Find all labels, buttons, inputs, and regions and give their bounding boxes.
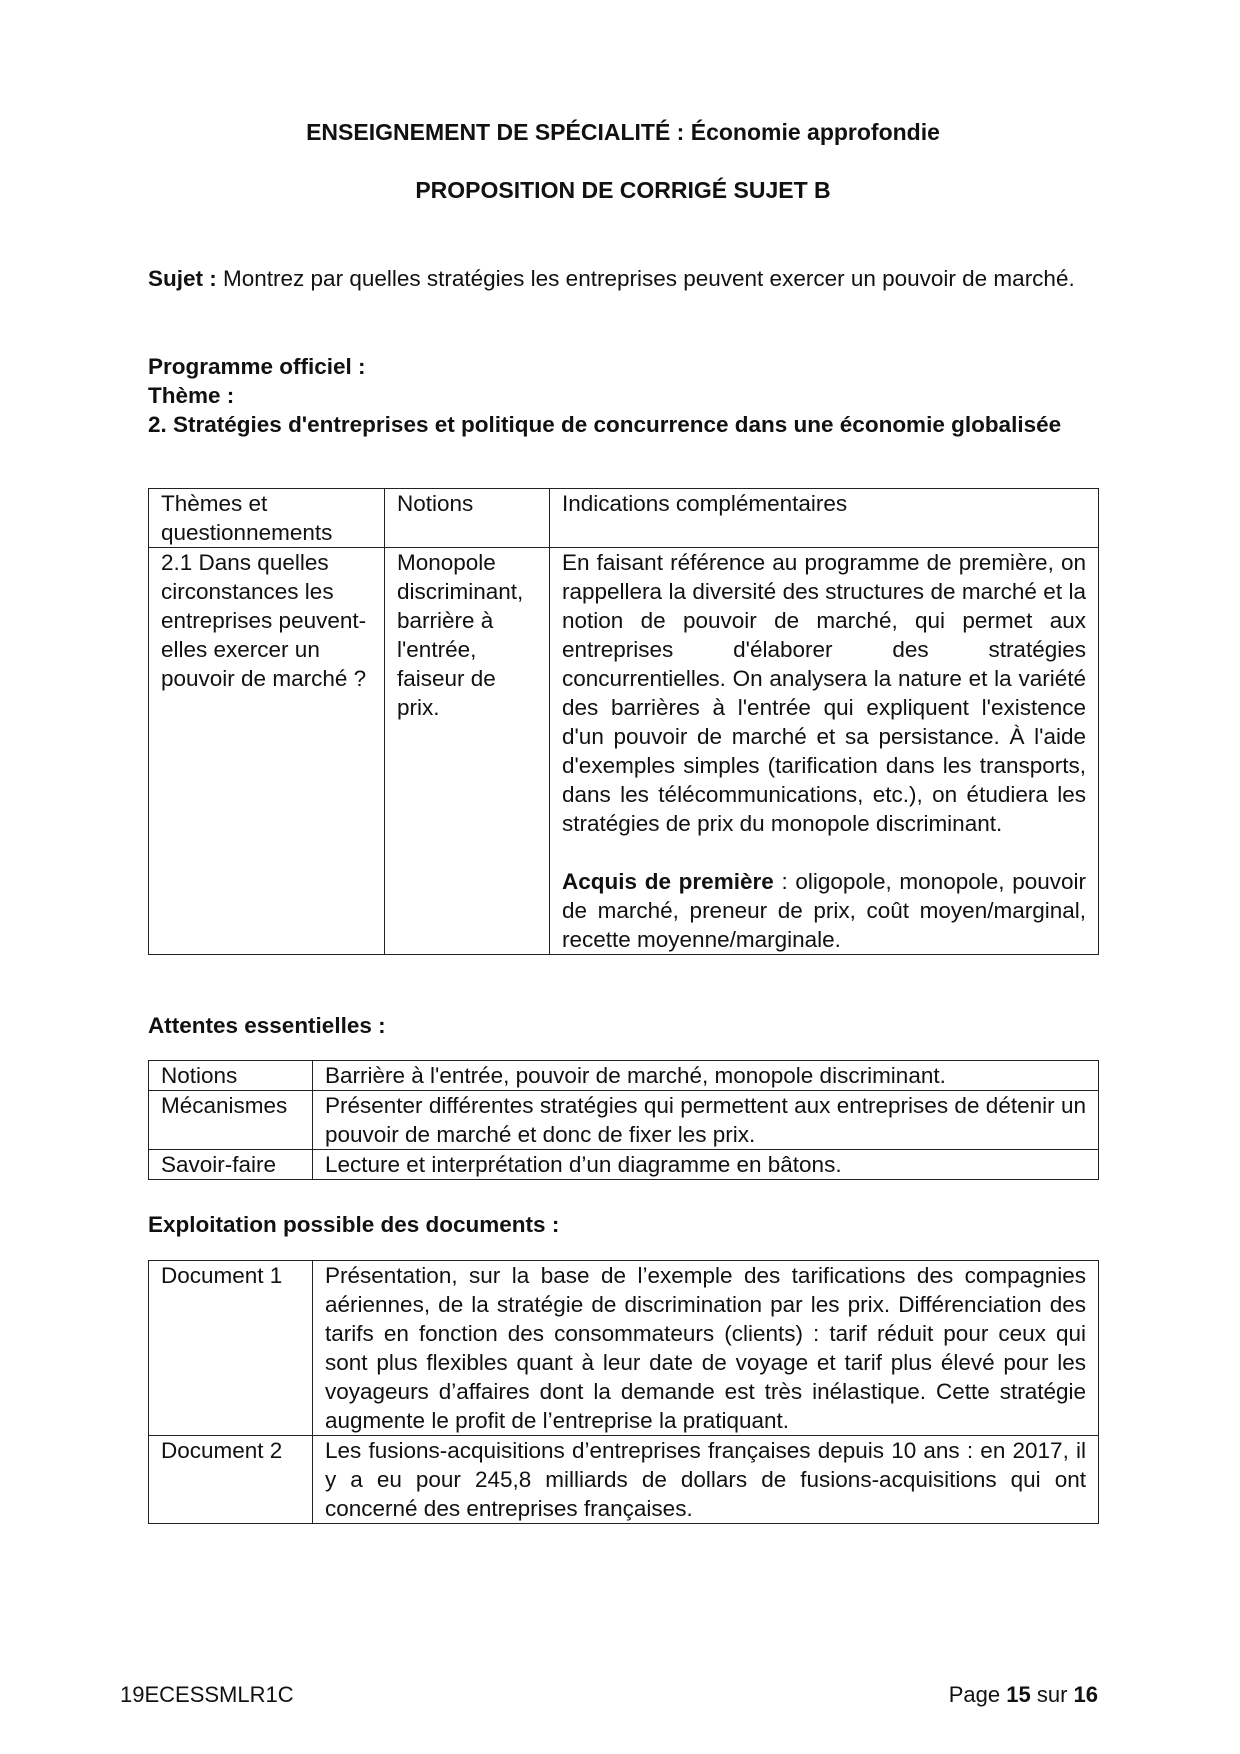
page-prefix: Page	[948, 1682, 1007, 1707]
theme-label: Thème :	[148, 383, 235, 408]
table-row	[149, 1150, 1099, 1180]
exploitation-table	[148, 1260, 1098, 1524]
row-label: Savoir-faire	[149, 1150, 313, 1180]
programme-table	[148, 488, 1098, 955]
table-header-cell: Thèmes et questionnements	[149, 489, 385, 548]
acquis-label: Acquis de première	[562, 869, 774, 894]
indications-text: En faisant référence au programme de première, on rappellera la diversité des structures de marché et la notion de pouvoir de marché, qui permet aux entreprises d'élaborer des stratégies concurrentielles. On analysera la nature et la variété des barrières à l'entrée qui expliquent l'existence d'un pouvoir de marché et sa persistance. À l'aide d'exemples simples (tarification dans les transports, dans les télécommunications, etc.), on étudiera les stratégies de prix du monopole discriminant.	[562, 550, 1086, 836]
table-row	[149, 1436, 1099, 1524]
row-text: Barrière à l'entrée, pouvoir de marché, monopole discriminant.	[313, 1061, 1099, 1091]
theme-cell: 2.1 Dans quelles circonstances les entreprises peuvent-elles exercer un pouvoir de marché ?	[149, 548, 385, 955]
exploitation-heading: Exploitation possible des documents :	[148, 1212, 560, 1237]
row-label: Mécanismes	[149, 1091, 313, 1150]
document-title: ENSEIGNEMENT DE SPÉCIALITÉ : Économie approfondie	[306, 119, 940, 145]
document-subtitle: PROPOSITION DE CORRIGÉ SUJET B	[415, 177, 831, 203]
acquis-text: : oligopole, monopole, pouvoir de marché, preneur de prix, coût moyen/marginal, recette moyenne/marginale.	[562, 869, 1086, 952]
sujet-text: Montrez par quelles stratégies les entreprises peuvent exercer un pouvoir de marché.	[216, 266, 1075, 291]
row-text: Lecture et interprétation d’un diagramme en bâtons.	[313, 1150, 1099, 1180]
programme-label: Programme officiel :	[148, 354, 366, 379]
programme-section	[148, 352, 1098, 439]
table-header-cell: Indications complémentaires	[550, 489, 1099, 548]
table-row	[149, 1061, 1099, 1091]
table-row	[149, 1091, 1099, 1150]
row-text: Les fusions-acquisitions d’entreprises françaises depuis 10 ans : en 2017, il y a eu pour 245,8 milliards de dollars de fusions-acquisitions qui ont concerné des entreprises françaises.	[313, 1436, 1099, 1524]
page-total: 16	[1073, 1682, 1098, 1707]
page-number	[949, 1680, 1098, 1709]
notions-cell: Monopole discriminant, barrière à l'entrée, faiseur de prix.	[385, 548, 550, 955]
indications-cell	[550, 548, 1099, 955]
sujet-paragraph	[148, 264, 1098, 293]
table-row	[149, 1261, 1099, 1436]
attentes-table	[148, 1060, 1098, 1180]
page-mid: sur	[1030, 1682, 1074, 1707]
table-header-cell: Notions	[385, 489, 550, 548]
row-label: Document 2	[149, 1436, 313, 1524]
table-header-row	[149, 489, 1099, 548]
page-current: 15	[1006, 1682, 1031, 1707]
theme-text: 2. Stratégies d'entreprises et politique de concurrence dans une économie globalisée	[148, 412, 1062, 437]
row-text: Présentation, sur la base de l’exemple des tarifications des compagnies aériennes, de la stratégie de discrimination par les prix. Différenciation des tarifs en fonction des consommateurs (clients) : tarif réduit pour ceux qui sont plus flexibles quant à leur date de voyage et tarif plus élevé pour les voyageurs d’affaires dont la demande est très inélastique. Cette stratégie augmente le profit de l’entreprise la pratiquant.	[313, 1261, 1099, 1436]
row-text: Présenter différentes stratégies qui permettent aux entreprises de détenir un pouvoir de marché et donc de fixer les prix.	[313, 1091, 1099, 1150]
sujet-label: Sujet :	[148, 266, 217, 291]
attentes-heading: Attentes essentielles :	[148, 1013, 386, 1038]
row-label: Document 1	[149, 1261, 313, 1436]
acquis-paragraph	[562, 867, 1086, 954]
row-label: Notions	[149, 1061, 313, 1091]
table-row	[149, 548, 1099, 955]
document-code: 19ECESSMLR1C	[120, 1682, 294, 1707]
